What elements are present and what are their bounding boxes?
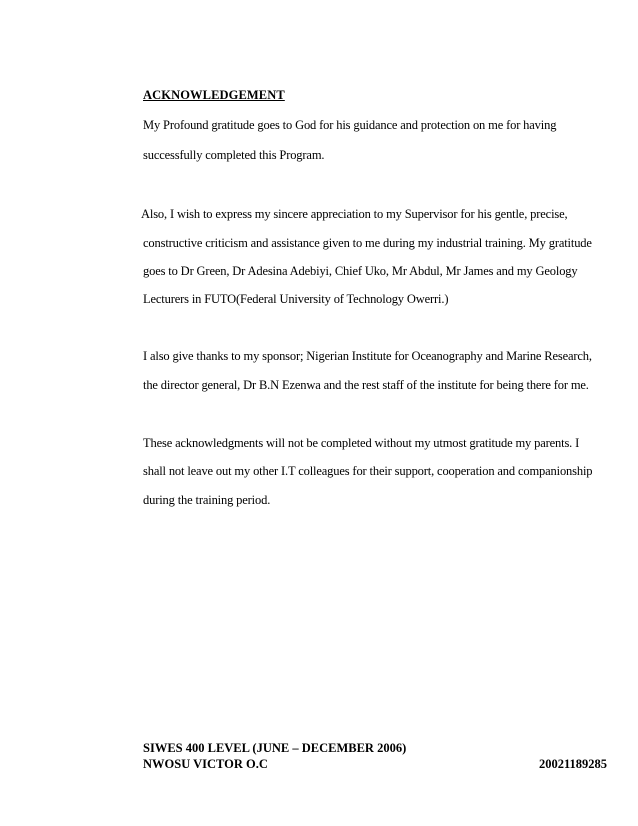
paragraph-4-line-3: during the training period.	[143, 493, 271, 507]
paragraph-3-line-2: the director general, Dr B.N Ezenwa and the rest staff of the institute for being there for me.	[143, 378, 589, 392]
paragraph-3-line-1: I also give thanks to my sponsor; Nigerian Institute for Oceanography and Marine Research,	[143, 349, 592, 363]
footer-id-number: 20021189285	[538, 757, 607, 771]
paragraph-4-line-1: These acknowledgments will not be completed without my utmost gratitude my parents. I	[143, 436, 580, 450]
footer-author-name: NWOSU VICTOR O.C	[143, 757, 268, 771]
paragraph-2-line-3: goes to Dr Green, Dr Adesina Adebiyi, Chief Uko, Mr Abdul, Mr James and my Geology	[143, 264, 578, 278]
paragraph-2-line-2: constructive criticism and assistance given to me during my industrial training. My gratitude	[143, 236, 592, 250]
paragraph-2-line-4: Lecturers in FUTO(Federal University of Technology Owerri.)	[143, 292, 449, 306]
footer-program: SIWES 400 LEVEL (JUNE – DECEMBER 2006)	[143, 741, 407, 755]
paragraph-4-line-2: shall not leave out my other I.T colleagues for their support, cooperation and companionship	[143, 464, 593, 478]
page-heading: ACKNOWLEDGEMENT	[143, 88, 285, 102]
paragraph-2-line-1: Also, I wish to express my sincere appreciation to my Supervisor for his gentle, precise,	[141, 207, 568, 221]
paragraph-1-line-2: successfully completed this Program.	[143, 148, 325, 162]
paragraph-1-line-1: My Profound gratitude goes to God for his guidance and protection on me for having	[143, 118, 557, 132]
